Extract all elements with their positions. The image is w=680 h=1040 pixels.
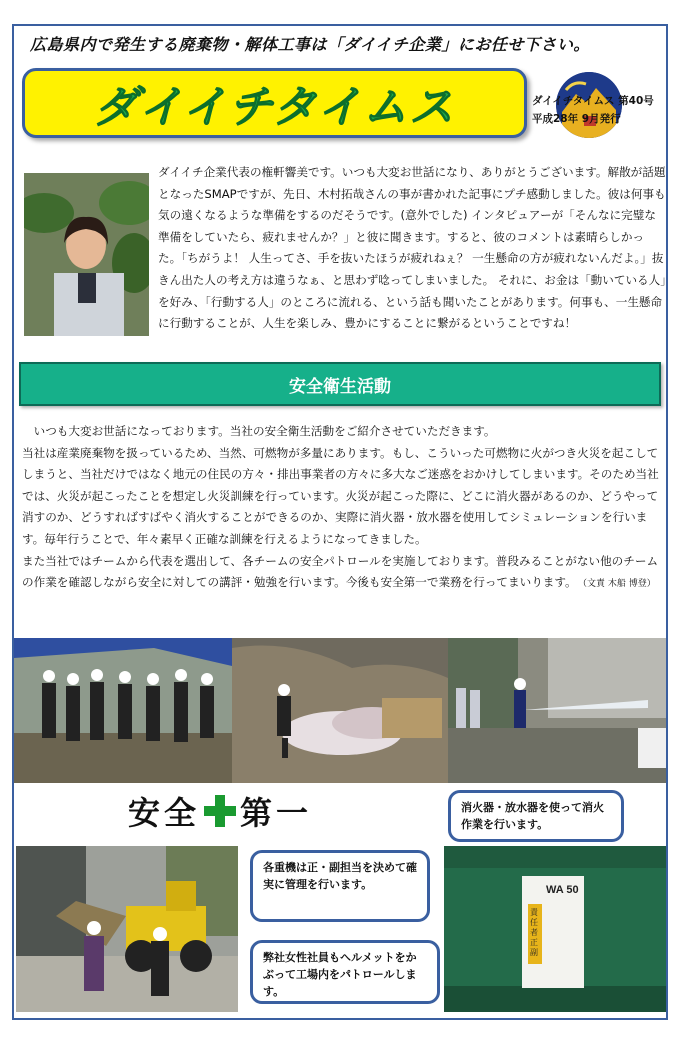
section-paragraph-2: 当社は産業廃棄物を扱っているため、当然、可燃物が多量にあります。もし、こういった可燃物に火がつき火災を起こしてしまうと、当社だけではなく地元の住民の方々・排出事業者の方々に多大なご迷惑をおかけしてしまいます。そのため当社では、火災が起こったことを想定し火災訓練を行っています。火災が起こった際に、どこに消火器があるのか、どうやって消すのか、どうすればすばやく消火することができるのか、実際に消火器・放水器を使用してシミュレーションを行います。毎年行うことで、年々素早く正確な訓練を行えるようになってきました。 [22,445,659,546]
callout-extinguisher [448,790,624,842]
section-header-band [19,362,661,406]
fire-extinguisher-drill-photo [232,638,448,783]
callout-patrol [250,940,440,1004]
callout-patrol-text: 弊社女性社員もヘルメットをかぶって工場内をパトロールします。 [263,951,417,998]
headline: 広島県内で発生する廃棄物・解体工事は「ダイイチ企業」にお任せ下さい。 [30,35,590,54]
safety-first-slogan [128,788,312,834]
callout-extinguisher-text: 消火器・放水器を使って消火作業を行います。 [461,801,604,831]
callout-machines [250,850,430,922]
author-credit: （文責 木船 博登） [582,579,656,590]
slogan-left: 安全 [128,794,201,832]
fire-drill-tent-photo [14,638,232,783]
section-paragraph-3-text: また当社ではチームから代表を選出して、各チームの安全パトロールを実施しております。普段みることがない他のチームの作業を確認しながら安全に対しての講評・勉強を行います。今後も安全第一で業務を行ってまいります。 [22,553,659,590]
green-cross-icon [204,795,236,827]
callout-machines-text: 各重機は正・副担当を決めて確実に管理を行います。 [263,861,417,891]
section-paragraph-1: いつも大変お世話になっております。当社の安全衛生活動をご紹介させていただきます。 [22,424,496,438]
wheel-loader-photo [16,846,238,1012]
tank-label-text: 責任者 正 副 [530,908,538,957]
section-body [22,421,662,596]
slogan-right: 第一 [240,794,313,832]
green-tank-photo [444,846,666,1012]
water-hose-drill-photo [448,638,666,783]
newsletter-title-box [22,68,527,138]
ceo-portrait-photo [24,173,149,336]
newsletter-title: ダイイチタイムス [93,82,456,133]
tank-label-code: WA 50 [546,884,579,896]
section-title: 安全衛生活動 [289,376,391,397]
issue-info [532,92,672,128]
issue-date: 平成28年 9月発行 [532,113,621,125]
issue-number: ダイイチタイムス 第40号 [532,95,654,107]
section-paragraph-3 [22,551,662,596]
intro-text: ダイイチ企業代表の権軒響美です。いつも大変お世話になり、ありがとうございます。解散が話題となったSMAPですが、先日、木村拓哉さんの事が書かれた記事にプチ感動しました。彼は何事も気の遠くなるような準備をするのだそうです。(意外でした) インタピュアーが「そんなに完璧な準備をしていたら、疲れませんか？」と彼に聞きます。すると、彼のコメントは素晴らしかった。「ちがうよ！ 人生ってさ、手を抜いたほうが疲れねぇ？ 一生懸命の方が疲れないんだよ。」抜きん出た人の考え方は違うなぁ、と思わず唸ってしまいました。 それに、お金は「動いている人」を好み、「行動する人」のところに流れる、という話も聞いたことがあります。何事も、一生懸命に行動することが、人生を楽しみ、豊かにすることに繋がるということですね！ [158,165,667,331]
